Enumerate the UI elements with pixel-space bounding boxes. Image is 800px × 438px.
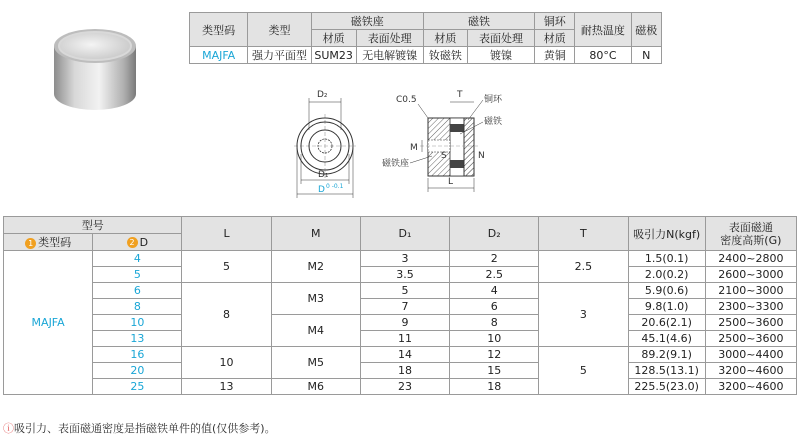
cell-force: 9.8(1.0) <box>628 299 705 315</box>
cell-d2: 18 <box>450 379 539 395</box>
cell-d1: 14 <box>360 347 449 363</box>
cell-m: M6 <box>271 379 360 395</box>
table-row <box>4 379 797 395</box>
cell-flux: 2600~3000 <box>705 267 796 283</box>
cell-m: M4 <box>271 315 360 347</box>
cell-d2: 2 <box>450 251 539 267</box>
spec-seat-surface: 无电解镀镍 <box>356 47 423 64</box>
spec-header-ring: 铜环 <box>535 13 575 30</box>
badge-2: 2 <box>127 237 138 248</box>
spec-header-type: 类型 <box>248 13 311 47</box>
cell-d1: 5 <box>360 283 449 299</box>
footnote-text: 吸引力、表面磁通密度是指磁铁单件的值(仅供参考)。 <box>14 422 276 435</box>
spec-type: 强力平面型 <box>248 47 311 64</box>
cell-d2: 12 <box>450 347 539 363</box>
header-t: T <box>539 217 628 251</box>
cell-d2: 15 <box>450 363 539 379</box>
table-row <box>4 267 797 283</box>
cell-force: 225.5(23.0) <box>628 379 705 395</box>
header-d-label: D <box>139 235 149 249</box>
spec-magnet-material: 钕磁铁 <box>423 47 467 64</box>
spec-header-seat-surface: 表面处理 <box>356 30 423 47</box>
table-row <box>4 251 797 267</box>
cell-d: 25 <box>93 379 182 395</box>
cell-d: 4 <box>93 251 182 267</box>
spec-header-magnet-material: 材质 <box>423 30 467 47</box>
cell-l: 5 <box>182 251 271 283</box>
cell-l: 10 <box>182 347 271 379</box>
cell-m: M2 <box>271 251 360 283</box>
label-s: S <box>441 151 447 161</box>
cell-d: 5 <box>93 267 182 283</box>
cell-d1: 3 <box>360 251 449 267</box>
table-row <box>4 315 797 331</box>
table-row <box>4 299 797 315</box>
spec-header-heat: 耐热温度 <box>575 13 631 47</box>
cell-d2: 4 <box>450 283 539 299</box>
cell-flux: 2300~3300 <box>705 299 796 315</box>
spec-seat-material: SUM23 <box>311 47 356 64</box>
cell-d: 8 <box>93 299 182 315</box>
cell-type-code: MAJFA <box>4 251 93 395</box>
header-model: 型号 <box>4 217 182 234</box>
cell-force: 1.5(0.1) <box>628 251 705 267</box>
header-type-code <box>4 234 93 251</box>
label-ring: 铜环 <box>484 95 503 105</box>
technical-drawing <box>280 84 520 210</box>
cell-d: 6 <box>93 283 182 299</box>
spec-table <box>189 12 662 64</box>
cell-t: 3 <box>539 283 628 347</box>
spec-type-code: MAJFA <box>190 47 248 64</box>
cell-m: M3 <box>271 283 360 315</box>
header-d <box>93 234 182 251</box>
cell-force: 89.2(9.1) <box>628 347 705 363</box>
cell-force: 2.0(0.2) <box>628 267 705 283</box>
spec-pole: N <box>631 47 662 64</box>
cell-flux: 2500~3600 <box>705 315 796 331</box>
header-force: 吸引力N(kgf) <box>628 217 705 251</box>
spec-magnet-surface: 镀镍 <box>467 47 534 64</box>
spec-header-pole: 磁极 <box>631 13 662 47</box>
table-row <box>4 363 797 379</box>
dim-d2: D₂ <box>317 90 328 100</box>
cell-d2: 10 <box>450 331 539 347</box>
label-l: L <box>448 177 454 187</box>
header-m: M <box>271 217 360 251</box>
cell-l: 13 <box>182 379 271 395</box>
cell-force: 128.5(13.1) <box>628 363 705 379</box>
cell-force: 5.9(0.6) <box>628 283 705 299</box>
cell-d: 10 <box>93 315 182 331</box>
header-d1: D₁ <box>360 217 449 251</box>
cell-d1: 7 <box>360 299 449 315</box>
cell-force: 45.1(4.6) <box>628 331 705 347</box>
cell-d: 16 <box>93 347 182 363</box>
cell-d1: 3.5 <box>360 267 449 283</box>
dimension-table <box>3 216 797 395</box>
cell-t: 5 <box>539 347 628 395</box>
product-photo <box>50 22 140 114</box>
label-n: N <box>478 151 485 161</box>
cell-d2: 6 <box>450 299 539 315</box>
spec-header-ring-material: 材质 <box>535 30 575 47</box>
cell-d: 20 <box>93 363 182 379</box>
label-t: T <box>457 90 463 100</box>
cell-d1: 11 <box>360 331 449 347</box>
cell-flux: 2100~3000 <box>705 283 796 299</box>
cell-force: 20.6(2.1) <box>628 315 705 331</box>
table-row <box>4 283 797 299</box>
info-icon: ⓘ <box>3 422 14 435</box>
section-view <box>382 90 503 192</box>
cell-flux: 2400~2800 <box>705 251 796 267</box>
header-d2: D₂ <box>450 217 539 251</box>
spec-header-seat-material: 材质 <box>311 30 356 47</box>
header-type-code-label: 类型码 <box>38 236 72 249</box>
header-flux: 表面磁通 密度高斯(G) <box>705 217 796 251</box>
table-row <box>4 331 797 347</box>
cell-t: 2.5 <box>539 251 628 283</box>
spec-header-magnet-surface: 表面处理 <box>467 30 534 47</box>
cell-d1: 18 <box>360 363 449 379</box>
cell-d1: 9 <box>360 315 449 331</box>
cell-flux: 3200~4600 <box>705 363 796 379</box>
label-chamfer: C0.5 <box>396 95 417 105</box>
cell-flux: 3200~4600 <box>705 379 796 395</box>
dim-d1: D₁ <box>318 170 329 180</box>
cell-d2: 2.5 <box>450 267 539 283</box>
spec-header-magnet: 磁铁 <box>423 13 534 30</box>
dim-d-tol: 0 -0.1 <box>326 183 344 190</box>
front-view <box>294 90 356 198</box>
spec-header-seat: 磁铁座 <box>311 13 423 30</box>
label-magnet: 磁铁 <box>484 117 503 127</box>
spec-heat: 80°C <box>575 47 631 64</box>
cell-flux: 2500~3600 <box>705 331 796 347</box>
spec-ring-material: 黄铜 <box>535 47 575 64</box>
badge-1: 1 <box>25 238 36 249</box>
cell-d2: 8 <box>450 315 539 331</box>
cell-d1: 23 <box>360 379 449 395</box>
header-l: L <box>182 217 271 251</box>
cell-d: 13 <box>93 331 182 347</box>
footnote <box>3 420 276 436</box>
table-row <box>4 347 797 363</box>
cell-flux: 3000~4400 <box>705 347 796 363</box>
cell-m: M5 <box>271 347 360 379</box>
label-seat: 磁铁座 <box>382 159 410 169</box>
spec-header-type-code: 类型码 <box>190 13 248 47</box>
label-m: M <box>410 143 418 153</box>
dim-d: D <box>318 185 325 195</box>
cell-l: 8 <box>182 283 271 347</box>
